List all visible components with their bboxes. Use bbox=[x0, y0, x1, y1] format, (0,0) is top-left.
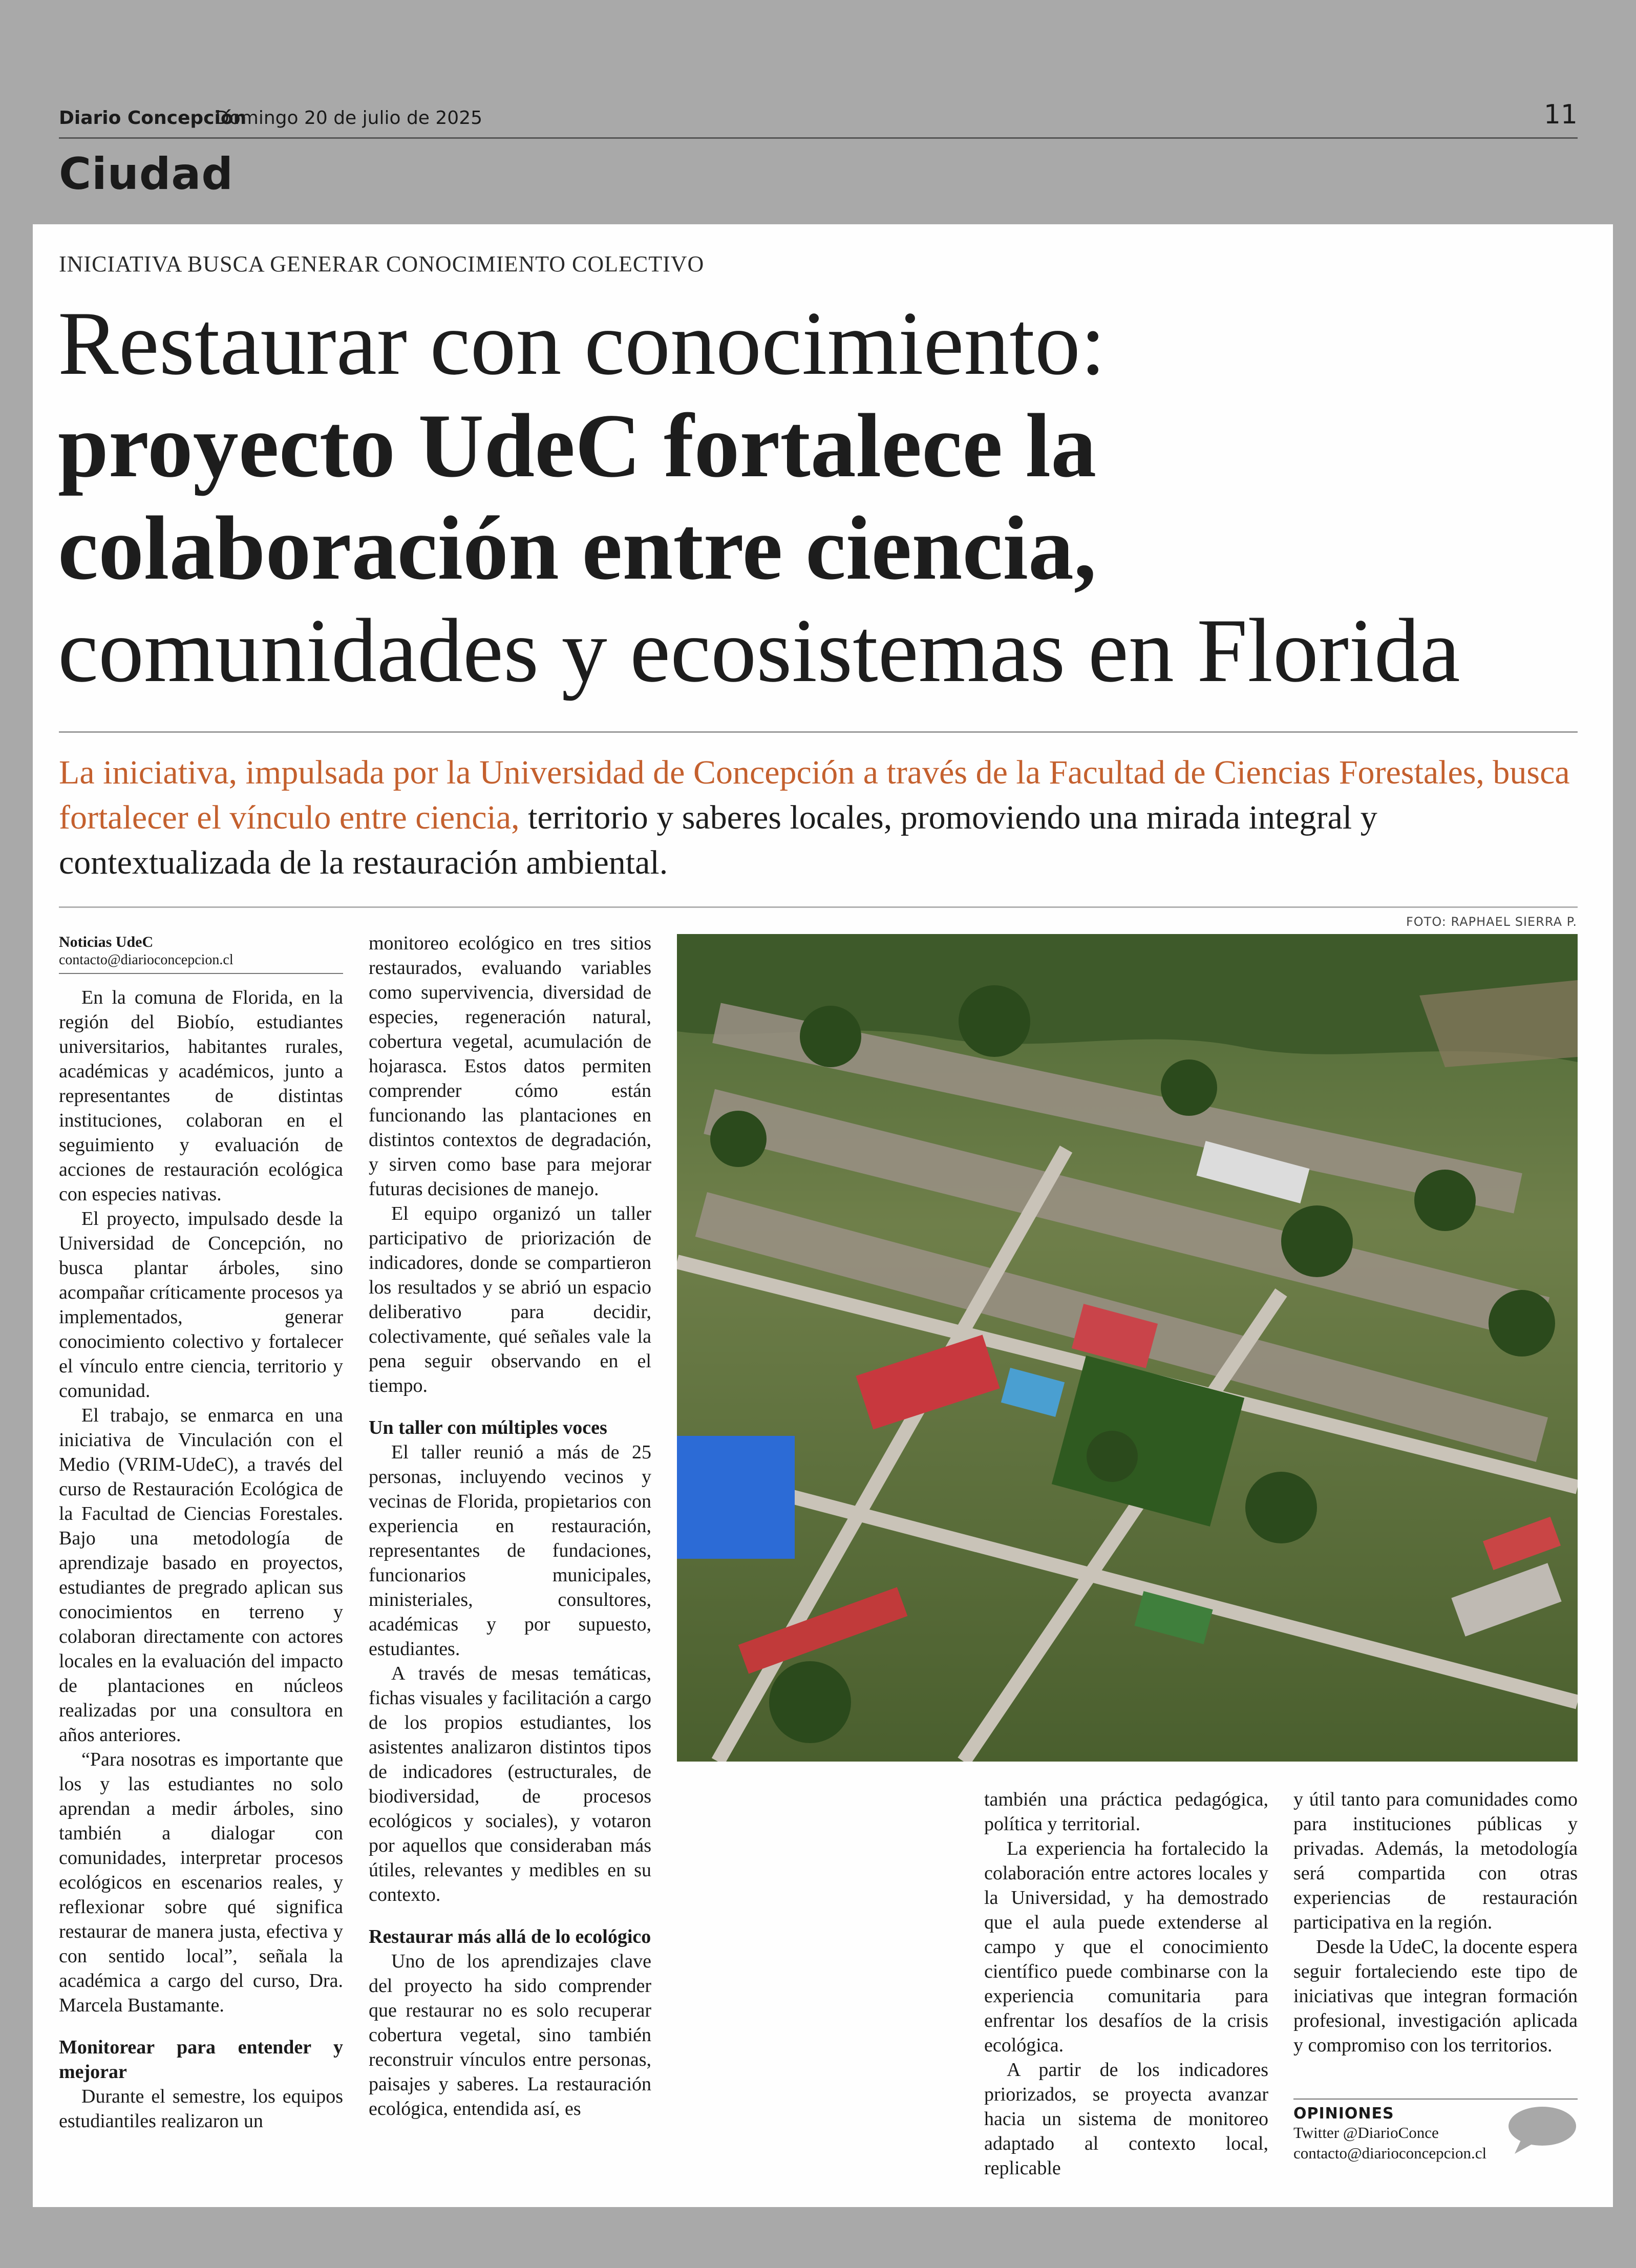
headline-line-3: colaboración entre ciencia, bbox=[58, 497, 1097, 599]
paragraph: Desde la UdeC, la docente espera seguir fortaleciendo este tipo de iniciativas que integran formación profesional, investigación aplicada y compromiso con los territorios. bbox=[1293, 1936, 1578, 2056]
subheading: Monitorear para entender y mejorar bbox=[59, 2037, 343, 2083]
headline-line-2: proyecto UdeC fortalece la bbox=[58, 395, 1097, 496]
paragraph: El equipo organizó un taller participativo de priorización de indicadores, donde se compartieron los resultados y se abrió un espacio deliberativo para decidir, colectivamente, qué señales vale la pena seguir observando en el tiempo. bbox=[369, 1203, 651, 1396]
paragraph: El proyecto, impulsado desde la Universidad de Concepción, no busca plantar árboles, sino acompañar críticamente procesos ya implementados, generar conocimiento colectivo y fortalecer el vínculo entre ciencia, territorio y comunidad. bbox=[59, 1208, 343, 1402]
paragraph: La experiencia ha fortalecido la colaboración entre actores locales y la Universidad, y ha demostrado que el aula puede extenderse al campo y que el conocimiento científico puede combinarse con la experiencia comunitaria para enfrentar los desafíos de la crisis ecológica. bbox=[984, 1838, 1268, 2056]
headline-line-1: Restaurar con conocimiento: bbox=[58, 292, 1106, 394]
subheading: Un taller con múltiples voces bbox=[369, 1417, 607, 1438]
opiniones-title: OPINIONES bbox=[1293, 2105, 1394, 2123]
newspaper-name: Diario Concepción bbox=[59, 108, 247, 129]
paragraph: El taller reunió a más de 25 personas, incluyendo vecinos y vecinas de Florida, propietarios con experiencia en restauración, representantes de fundaciones, funcionarios municipales, ministeriales, consultores, académicas y por supuesto, estudiantes. bbox=[369, 1442, 651, 1660]
paragraph: también una práctica pedagógica, política y territorial. bbox=[984, 1789, 1268, 1835]
deck-rest: territorio y saberes locales, promoviendo una mirada integral y contextualizada de la restauración ambiental. bbox=[59, 799, 1377, 881]
headline-line-4: comunidades y ecosistemas en Florida bbox=[58, 600, 1460, 701]
page-number: 11 bbox=[1543, 99, 1578, 130]
article-column-3 bbox=[984, 1787, 1268, 2180]
paragraph: “Para nosotras es importante que los y las estudiantes no solo aprendan a medir árboles, sino también a dialogar con comunidades, interpretar procesos ecológicos en escenarios reales, y reflexionar sobre qué significa restaurar de manera justa, efectiva y con sentido local”, señala la académica a cargo del curso, Dra. Marcela Bustamante. bbox=[59, 1749, 343, 2016]
byline-name: Noticias UdeC bbox=[59, 934, 154, 950]
issue-date: Domingo 20 de julio de 2025 bbox=[215, 108, 482, 129]
section-title: Ciudad bbox=[59, 149, 233, 200]
paragraph: monitoreo ecológico en tres sitios restaurados, evaluando variables como supervivencia, diversidad de especies, regeneración natural, cobertura vegetal, acumulación de hojarasca. Estos datos permiten comprender cómo están funcionando las plantaciones en distintos contextos de degradación, y sirven como base para mejorar futuras decisiones de manejo. bbox=[369, 932, 651, 1200]
byline bbox=[59, 933, 343, 974]
speech-bubble-icon bbox=[1505, 2105, 1577, 2156]
byline-email[interactable]: contacto@diarioconcepcion.cl bbox=[59, 952, 233, 968]
paragraph: y útil tanto para comunidades como para instituciones públicas y privadas. Además, la metodología será compartida con otras experiencias de restauración participativa en la región. bbox=[1293, 1789, 1578, 1933]
headline bbox=[58, 292, 1589, 702]
paragraph: En la comuna de Florida, en la región del Biobío, estudiantes universitarios, habitantes rurales, académicas y académicos, junto a representantes de distintas instituciones, colaboran en el seguimiento y evaluación de acciones de restauración ecológica con especies nativas. bbox=[59, 987, 343, 1205]
headline-divider bbox=[59, 731, 1578, 733]
article-column-4 bbox=[1293, 1787, 1578, 2058]
paragraph: A través de mesas temáticas, fichas visuales y facilitación a cargo de los propios estudiantes, los asistentes analizaron distintos tipos de indicadores (estructurales, de biodiversidad, de procesos ecológicos y sociales), y votaron por aquellos que consideraban más útiles, relevantes y medibles en su contexto. bbox=[369, 1663, 651, 1905]
paragraph: Uno de los aprendizajes clave del proyecto ha sido comprender que restaurar no es solo recuperar cobertura vegetal, sino también reconstruir vínculos entre personas, paisajes y saberes. La restauración ecológica, entendida así, es bbox=[369, 1951, 651, 2119]
deck-accent: La iniciativa, impulsada por la Universidad de Concepción a través de la Facultad de Ciencias Forestales, busca fortalecer el vínculo entre ciencia, bbox=[59, 754, 1570, 836]
deck-divider bbox=[59, 906, 1578, 908]
twitter-handle[interactable]: Twitter @DiarioConce bbox=[1293, 2124, 1439, 2142]
paragraph: A partir de los indicadores priorizados, se proyecta avanzar hacia un sistema de monitoreo adaptado al contexto local, replicable bbox=[984, 2059, 1268, 2179]
paragraph: El trabajo, se enmarca en una iniciativa de Vinculación con el Medio (VRIM-UdeC), a través del curso de Restauración Ecológica de la Facultad de Ciencias Forestales. Bajo una metodología de aprendizaje basado en proyectos, estudiantes de pregrado aplican sus conocimientos en terreno y colaboran directamente con actores locales en la evaluación del impacto de plantaciones en núcleos realizadas por una consultora en años anteriores. bbox=[59, 1405, 343, 1746]
aerial-town-image bbox=[677, 934, 1578, 1762]
paragraph: Durante el semestre, los equipos estudiantiles realizaron un bbox=[59, 2086, 343, 2132]
deck bbox=[59, 750, 1578, 885]
masthead bbox=[59, 101, 1578, 139]
kicker: INICIATIVA BUSCA GENERAR CONOCIMIENTO COLECTIVO bbox=[59, 251, 705, 277]
contact-email[interactable]: contacto@diarioconcepcion.cl bbox=[1293, 2144, 1487, 2162]
aerial-photo-florida bbox=[677, 934, 1578, 1762]
article-column-1 bbox=[59, 933, 343, 2133]
subheading: Restaurar más allá de lo ecológico bbox=[369, 1926, 651, 1947]
photo-credit: FOTO: RAPHAEL SIERRA P. bbox=[1406, 915, 1577, 929]
article-column-2 bbox=[369, 931, 651, 2121]
